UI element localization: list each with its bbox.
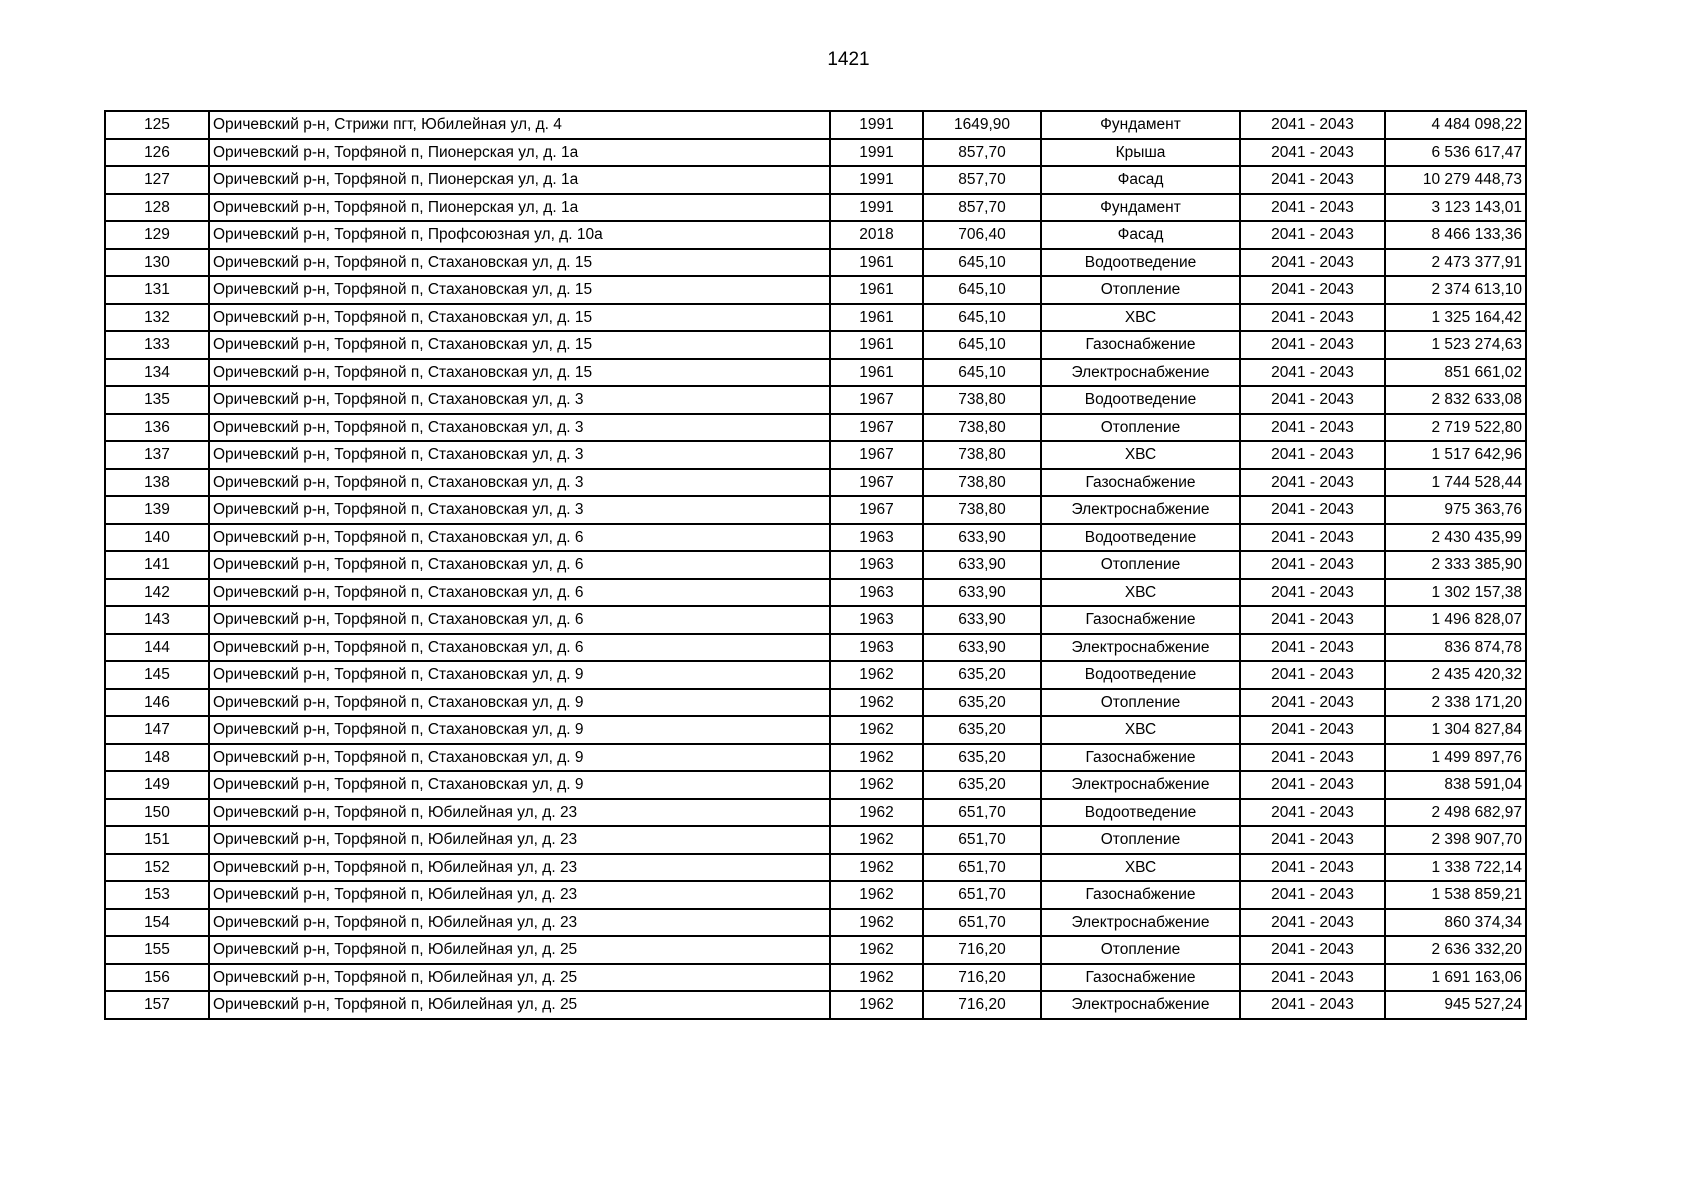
cell-address: Оричевский р-н, Торфяной п, Пионерская ул, д. 1а [209, 139, 830, 167]
cell-period: 2041 - 2043 [1240, 744, 1385, 772]
cell-area: 635,20 [923, 689, 1041, 717]
cell-work-type: Фундамент [1041, 111, 1240, 139]
cell-work-type: Отопление [1041, 936, 1240, 964]
cell-year: 1967 [830, 386, 923, 414]
table-row [105, 634, 1526, 662]
cell-number: 141 [105, 551, 209, 579]
cell-cost: 2 374 613,10 [1385, 276, 1526, 304]
cell-number: 148 [105, 744, 209, 772]
cell-number: 154 [105, 909, 209, 937]
cell-work-type: Фасад [1041, 221, 1240, 249]
cell-year: 1991 [830, 139, 923, 167]
cell-address: Оричевский р-н, Торфяной п, Стахановская ул, д. 15 [209, 359, 830, 387]
cell-work-type: Электроснабжение [1041, 991, 1240, 1019]
cell-number: 130 [105, 249, 209, 277]
table-row [105, 359, 1526, 387]
cell-number: 134 [105, 359, 209, 387]
cell-number: 137 [105, 441, 209, 469]
cell-cost: 1 304 827,84 [1385, 716, 1526, 744]
cell-cost: 860 374,34 [1385, 909, 1526, 937]
cell-address: Оричевский р-н, Торфяной п, Стахановская ул, д. 9 [209, 771, 830, 799]
cell-address: Оричевский р-н, Торфяной п, Юбилейная ул, д. 25 [209, 991, 830, 1019]
cell-area: 651,70 [923, 909, 1041, 937]
cell-period: 2041 - 2043 [1240, 221, 1385, 249]
cell-period: 2041 - 2043 [1240, 661, 1385, 689]
cell-address: Оричевский р-н, Торфяной п, Юбилейная ул, д. 23 [209, 909, 830, 937]
cell-cost: 1 302 157,38 [1385, 579, 1526, 607]
cell-cost: 851 661,02 [1385, 359, 1526, 387]
cell-area: 857,70 [923, 194, 1041, 222]
cell-year: 1991 [830, 194, 923, 222]
cell-cost: 1 338 722,14 [1385, 854, 1526, 882]
table-row [105, 744, 1526, 772]
cell-number: 129 [105, 221, 209, 249]
cell-area: 716,20 [923, 964, 1041, 992]
cell-area: 716,20 [923, 936, 1041, 964]
cell-period: 2041 - 2043 [1240, 359, 1385, 387]
cell-period: 2041 - 2043 [1240, 881, 1385, 909]
cell-address: Оричевский р-н, Торфяной п, Стахановская ул, д. 6 [209, 606, 830, 634]
table-body [105, 111, 1526, 1019]
cell-year: 1961 [830, 249, 923, 277]
cell-number: 131 [105, 276, 209, 304]
cell-work-type: Отопление [1041, 689, 1240, 717]
cell-cost: 2 832 633,08 [1385, 386, 1526, 414]
cell-work-type: Газоснабжение [1041, 881, 1240, 909]
page-number: 1421 [827, 49, 870, 70]
cell-period: 2041 - 2043 [1240, 194, 1385, 222]
cell-work-type: Газоснабжение [1041, 331, 1240, 359]
cell-year: 1962 [830, 936, 923, 964]
cell-area: 635,20 [923, 716, 1041, 744]
cell-period: 2041 - 2043 [1240, 771, 1385, 799]
cell-address: Оричевский р-н, Торфяной п, Стахановская ул, д. 6 [209, 551, 830, 579]
cell-year: 2018 [830, 221, 923, 249]
cell-work-type: Отопление [1041, 414, 1240, 442]
cell-period: 2041 - 2043 [1240, 469, 1385, 497]
cell-cost: 2 719 522,80 [1385, 414, 1526, 442]
cell-number: 133 [105, 331, 209, 359]
cell-number: 143 [105, 606, 209, 634]
cell-work-type: Водоотведение [1041, 524, 1240, 552]
cell-address: Оричевский р-н, Торфяной п, Стахановская ул, д. 9 [209, 744, 830, 772]
cell-cost: 2 398 907,70 [1385, 826, 1526, 854]
cell-area: 651,70 [923, 854, 1041, 882]
cell-number: 149 [105, 771, 209, 799]
cell-work-type: Крыша [1041, 139, 1240, 167]
table-row [105, 991, 1526, 1019]
cell-year: 1967 [830, 469, 923, 497]
cell-year: 1962 [830, 771, 923, 799]
cell-number: 147 [105, 716, 209, 744]
cell-work-type: ХВС [1041, 854, 1240, 882]
cell-area: 738,80 [923, 386, 1041, 414]
table-row [105, 524, 1526, 552]
cell-period: 2041 - 2043 [1240, 304, 1385, 332]
table-row [105, 111, 1526, 139]
cell-work-type: Газоснабжение [1041, 744, 1240, 772]
cell-work-type: Электроснабжение [1041, 771, 1240, 799]
cell-period: 2041 - 2043 [1240, 414, 1385, 442]
table-row [105, 139, 1526, 167]
cell-area: 738,80 [923, 496, 1041, 524]
cell-period: 2041 - 2043 [1240, 689, 1385, 717]
cell-period: 2041 - 2043 [1240, 826, 1385, 854]
cell-area: 633,90 [923, 634, 1041, 662]
table-row [105, 386, 1526, 414]
cell-number: 153 [105, 881, 209, 909]
cell-address: Оричевский р-н, Торфяной п, Стахановская ул, д. 9 [209, 716, 830, 744]
cell-number: 155 [105, 936, 209, 964]
table-row [105, 909, 1526, 937]
cell-cost: 3 123 143,01 [1385, 194, 1526, 222]
cell-year: 1962 [830, 964, 923, 992]
cell-number: 132 [105, 304, 209, 332]
table-row [105, 194, 1526, 222]
cell-work-type: Отопление [1041, 826, 1240, 854]
cell-work-type: Электроснабжение [1041, 496, 1240, 524]
cell-year: 1961 [830, 359, 923, 387]
cell-address: Оричевский р-н, Торфяной п, Стахановская ул, д. 6 [209, 524, 830, 552]
cell-cost: 4 484 098,22 [1385, 111, 1526, 139]
cell-year: 1962 [830, 744, 923, 772]
cell-area: 1649,90 [923, 111, 1041, 139]
cell-work-type: Водоотведение [1041, 386, 1240, 414]
cell-address: Оричевский р-н, Торфяной п, Юбилейная ул, д. 23 [209, 826, 830, 854]
cell-year: 1963 [830, 524, 923, 552]
cell-number: 157 [105, 991, 209, 1019]
cell-area: 645,10 [923, 304, 1041, 332]
cell-address: Оричевский р-н, Торфяной п, Юбилейная ул, д. 25 [209, 964, 830, 992]
cell-cost: 2 636 332,20 [1385, 936, 1526, 964]
cell-period: 2041 - 2043 [1240, 386, 1385, 414]
cell-address: Оричевский р-н, Торфяной п, Стахановская ул, д. 15 [209, 276, 830, 304]
cell-work-type: Газоснабжение [1041, 606, 1240, 634]
cell-period: 2041 - 2043 [1240, 579, 1385, 607]
cell-cost: 1 538 859,21 [1385, 881, 1526, 909]
cell-area: 635,20 [923, 661, 1041, 689]
cell-area: 633,90 [923, 579, 1041, 607]
cell-period: 2041 - 2043 [1240, 111, 1385, 139]
cell-year: 1962 [830, 991, 923, 1019]
cell-year: 1962 [830, 881, 923, 909]
cell-number: 151 [105, 826, 209, 854]
cell-period: 2041 - 2043 [1240, 716, 1385, 744]
cell-number: 146 [105, 689, 209, 717]
cell-year: 1962 [830, 854, 923, 882]
cell-number: 125 [105, 111, 209, 139]
table-row [105, 771, 1526, 799]
cell-address: Оричевский р-н, Торфяной п, Профсоюзная ул, д. 10а [209, 221, 830, 249]
cell-area: 635,20 [923, 744, 1041, 772]
cell-work-type: Водоотведение [1041, 661, 1240, 689]
cell-number: 142 [105, 579, 209, 607]
cell-year: 1967 [830, 414, 923, 442]
cell-address: Оричевский р-н, Торфяной п, Юбилейная ул, д. 23 [209, 881, 830, 909]
repair-schedule-table [104, 110, 1527, 1020]
table-row [105, 661, 1526, 689]
cell-address: Оричевский р-н, Торфяной п, Стахановская ул, д. 6 [209, 634, 830, 662]
cell-cost: 1 744 528,44 [1385, 469, 1526, 497]
cell-period: 2041 - 2043 [1240, 331, 1385, 359]
cell-period: 2041 - 2043 [1240, 524, 1385, 552]
table-row [105, 331, 1526, 359]
table-row [105, 716, 1526, 744]
cell-area: 651,70 [923, 826, 1041, 854]
cell-period: 2041 - 2043 [1240, 991, 1385, 1019]
table-row [105, 469, 1526, 497]
cell-year: 1962 [830, 826, 923, 854]
cell-work-type: Фасад [1041, 166, 1240, 194]
cell-cost: 836 874,78 [1385, 634, 1526, 662]
cell-period: 2041 - 2043 [1240, 964, 1385, 992]
cell-work-type: Отопление [1041, 551, 1240, 579]
cell-period: 2041 - 2043 [1240, 909, 1385, 937]
cell-year: 1963 [830, 606, 923, 634]
cell-work-type: Газоснабжение [1041, 964, 1240, 992]
cell-number: 150 [105, 799, 209, 827]
cell-cost: 2 473 377,91 [1385, 249, 1526, 277]
cell-number: 152 [105, 854, 209, 882]
table-row [105, 799, 1526, 827]
cell-cost: 1 499 897,76 [1385, 744, 1526, 772]
cell-cost: 1 691 163,06 [1385, 964, 1526, 992]
cell-period: 2041 - 2043 [1240, 139, 1385, 167]
cell-year: 1961 [830, 276, 923, 304]
cell-area: 645,10 [923, 359, 1041, 387]
cell-period: 2041 - 2043 [1240, 799, 1385, 827]
cell-year: 1963 [830, 634, 923, 662]
cell-area: 645,10 [923, 276, 1041, 304]
cell-number: 127 [105, 166, 209, 194]
table-row [105, 579, 1526, 607]
cell-area: 651,70 [923, 881, 1041, 909]
cell-address: Оричевский р-н, Торфяной п, Стахановская ул, д. 3 [209, 414, 830, 442]
cell-number: 144 [105, 634, 209, 662]
cell-period: 2041 - 2043 [1240, 441, 1385, 469]
cell-work-type: Водоотведение [1041, 249, 1240, 277]
cell-area: 738,80 [923, 469, 1041, 497]
table-row [105, 551, 1526, 579]
cell-cost: 2 333 385,90 [1385, 551, 1526, 579]
cell-period: 2041 - 2043 [1240, 551, 1385, 579]
cell-area: 716,20 [923, 991, 1041, 1019]
cell-cost: 10 279 448,73 [1385, 166, 1526, 194]
cell-cost: 6 536 617,47 [1385, 139, 1526, 167]
cell-number: 136 [105, 414, 209, 442]
cell-area: 738,80 [923, 414, 1041, 442]
table-row [105, 936, 1526, 964]
cell-period: 2041 - 2043 [1240, 606, 1385, 634]
cell-address: Оричевский р-н, Торфяной п, Юбилейная ул, д. 23 [209, 799, 830, 827]
table-row [105, 276, 1526, 304]
cell-address: Оричевский р-н, Торфяной п, Юбилейная ул, д. 25 [209, 936, 830, 964]
cell-cost: 1 523 274,63 [1385, 331, 1526, 359]
table-row [105, 496, 1526, 524]
cell-work-type: ХВС [1041, 441, 1240, 469]
cell-address: Оричевский р-н, Торфяной п, Стахановская ул, д. 15 [209, 304, 830, 332]
cell-cost: 2 435 420,32 [1385, 661, 1526, 689]
cell-year: 1961 [830, 304, 923, 332]
cell-area: 633,90 [923, 524, 1041, 552]
cell-work-type: ХВС [1041, 716, 1240, 744]
cell-address: Оричевский р-н, Торфяной п, Стахановская ул, д. 9 [209, 661, 830, 689]
cell-work-type: ХВС [1041, 579, 1240, 607]
cell-cost: 1 496 828,07 [1385, 606, 1526, 634]
cell-number: 138 [105, 469, 209, 497]
cell-year: 1961 [830, 331, 923, 359]
cell-area: 857,70 [923, 139, 1041, 167]
table-row [105, 964, 1526, 992]
cell-period: 2041 - 2043 [1240, 496, 1385, 524]
cell-number: 126 [105, 139, 209, 167]
cell-work-type: Электроснабжение [1041, 634, 1240, 662]
cell-address: Оричевский р-н, Торфяной п, Стахановская ул, д. 15 [209, 249, 830, 277]
cell-area: 651,70 [923, 799, 1041, 827]
table-row [105, 606, 1526, 634]
cell-number: 156 [105, 964, 209, 992]
cell-cost: 838 591,04 [1385, 771, 1526, 799]
cell-address: Оричевский р-н, Торфяной п, Юбилейная ул, д. 23 [209, 854, 830, 882]
cell-address: Оричевский р-н, Торфяной п, Стахановская ул, д. 6 [209, 579, 830, 607]
table-row [105, 881, 1526, 909]
table-row [105, 826, 1526, 854]
cell-area: 635,20 [923, 771, 1041, 799]
cell-address: Оричевский р-н, Торфяной п, Пионерская ул, д. 1а [209, 194, 830, 222]
cell-year: 1962 [830, 716, 923, 744]
table-row [105, 441, 1526, 469]
cell-year: 1991 [830, 166, 923, 194]
cell-number: 140 [105, 524, 209, 552]
cell-cost: 2 498 682,97 [1385, 799, 1526, 827]
table-row [105, 689, 1526, 717]
cell-period: 2041 - 2043 [1240, 936, 1385, 964]
cell-year: 1963 [830, 551, 923, 579]
cell-cost: 2 430 435,99 [1385, 524, 1526, 552]
cell-period: 2041 - 2043 [1240, 854, 1385, 882]
cell-address: Оричевский р-н, Торфяной п, Стахановская ул, д. 3 [209, 441, 830, 469]
cell-year: 1962 [830, 799, 923, 827]
cell-area: 633,90 [923, 606, 1041, 634]
table-row [105, 221, 1526, 249]
cell-number: 128 [105, 194, 209, 222]
cell-year: 1963 [830, 579, 923, 607]
cell-year: 1962 [830, 689, 923, 717]
cell-work-type: Электроснабжение [1041, 359, 1240, 387]
cell-address: Оричевский р-н, Торфяной п, Стахановская ул, д. 3 [209, 496, 830, 524]
cell-year: 1967 [830, 496, 923, 524]
cell-work-type: ХВС [1041, 304, 1240, 332]
cell-period: 2041 - 2043 [1240, 276, 1385, 304]
cell-period: 2041 - 2043 [1240, 166, 1385, 194]
cell-area: 645,10 [923, 331, 1041, 359]
cell-cost: 1 517 642,96 [1385, 441, 1526, 469]
cell-cost: 2 338 171,20 [1385, 689, 1526, 717]
cell-work-type: Электроснабжение [1041, 909, 1240, 937]
cell-period: 2041 - 2043 [1240, 634, 1385, 662]
cell-address: Оричевский р-н, Стрижи пгт, Юбилейная ул, д. 4 [209, 111, 830, 139]
cell-cost: 1 325 164,42 [1385, 304, 1526, 332]
cell-area: 633,90 [923, 551, 1041, 579]
cell-address: Оричевский р-н, Торфяной п, Пионерская ул, д. 1а [209, 166, 830, 194]
table-row [105, 166, 1526, 194]
table-row [105, 854, 1526, 882]
cell-work-type: Водоотведение [1041, 799, 1240, 827]
cell-cost: 975 363,76 [1385, 496, 1526, 524]
cell-area: 857,70 [923, 166, 1041, 194]
cell-area: 645,10 [923, 249, 1041, 277]
cell-work-type: Фундамент [1041, 194, 1240, 222]
cell-work-type: Отопление [1041, 276, 1240, 304]
cell-address: Оричевский р-н, Торфяной п, Стахановская ул, д. 15 [209, 331, 830, 359]
cell-year: 1967 [830, 441, 923, 469]
table-row [105, 414, 1526, 442]
cell-number: 135 [105, 386, 209, 414]
cell-period: 2041 - 2043 [1240, 249, 1385, 277]
cell-number: 145 [105, 661, 209, 689]
cell-year: 1991 [830, 111, 923, 139]
cell-year: 1962 [830, 661, 923, 689]
cell-cost: 8 466 133,36 [1385, 221, 1526, 249]
table-row [105, 249, 1526, 277]
cell-address: Оричевский р-н, Торфяной п, Стахановская ул, д. 3 [209, 469, 830, 497]
cell-address: Оричевский р-н, Торфяной п, Стахановская ул, д. 3 [209, 386, 830, 414]
cell-area: 706,40 [923, 221, 1041, 249]
cell-work-type: Газоснабжение [1041, 469, 1240, 497]
cell-area: 738,80 [923, 441, 1041, 469]
cell-year: 1962 [830, 909, 923, 937]
cell-number: 139 [105, 496, 209, 524]
cell-address: Оричевский р-н, Торфяной п, Стахановская ул, д. 9 [209, 689, 830, 717]
cell-cost: 945 527,24 [1385, 991, 1526, 1019]
table-row [105, 304, 1526, 332]
